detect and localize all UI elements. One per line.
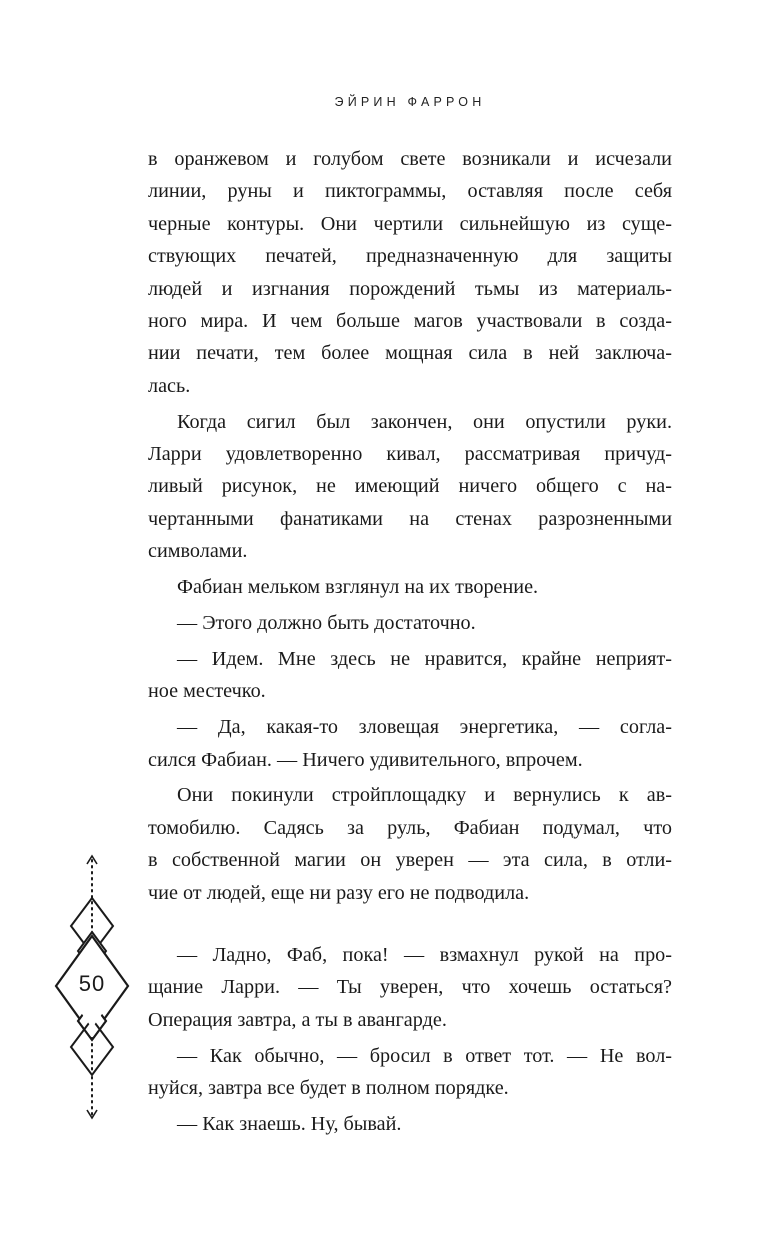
paragraph bbox=[148, 643, 672, 708]
text-line: — Как обычно, — бросил в ответ тот. — Не вол- bbox=[177, 1044, 672, 1067]
paragraph bbox=[148, 1108, 672, 1140]
paragraph bbox=[148, 779, 672, 909]
text-line: черные контуры. Они чертили сильнейшую из суще- bbox=[148, 212, 672, 235]
text-line: людей и изгнания порождений тьмы из материаль- bbox=[148, 277, 672, 300]
text-line: ливый рисунок, не имеющий ничего общего с на- bbox=[148, 475, 672, 498]
text-line: в собственной магии он уверен — эта сила, в отли- bbox=[148, 849, 672, 872]
text-line: символами. bbox=[148, 540, 248, 563]
section-break bbox=[148, 909, 672, 939]
paragraph bbox=[148, 571, 672, 603]
text-line: — Да, какая-то зловещая энергетика, — согла- bbox=[177, 716, 672, 739]
text-line: ствующих печатей, предназначенную для защиты bbox=[148, 245, 672, 268]
text-line: ное местечко. bbox=[148, 680, 266, 703]
text-line: томобилю. Садясь за руль, Фабиан подумал, что bbox=[148, 816, 672, 839]
text-line: Фабиан мельком взглянул на их творение. bbox=[177, 576, 539, 599]
text-line: Ларри удовлетворенно кивал, рассматривая причуд- bbox=[148, 443, 672, 466]
text-line: — Как знаешь. Ну, бывай. bbox=[177, 1112, 402, 1135]
text-line: Когда сигил был закончен, они опустили руки. bbox=[177, 410, 672, 433]
text-line: сился Фабиан. — Ничего удивительного, впрочем. bbox=[148, 748, 583, 771]
text-line: щание Ларри. — Ты уверен, что хочешь остаться? bbox=[148, 976, 672, 999]
page-number: 50 bbox=[78, 971, 106, 996]
text-line: чие от людей, еще ни разу его не подводила. bbox=[148, 881, 530, 904]
text-line: лась. bbox=[148, 374, 191, 397]
text-line: нии печати, тем более мощная сила в ней заключа- bbox=[148, 342, 672, 365]
paragraph bbox=[148, 406, 672, 568]
body-text bbox=[148, 143, 672, 1140]
text-line: — Этого должно быть достаточно. bbox=[177, 611, 476, 634]
text-line: в оранжевом и голубом свете возникали и исчезали bbox=[148, 148, 672, 170]
running-head: ЭЙРИН ФАРРОН bbox=[334, 95, 486, 109]
text-line: чертанными фанатиками на стенах разрозненными bbox=[148, 507, 672, 530]
text-line: линии, руны и пиктограммы, оставляя после себя bbox=[148, 180, 672, 203]
text-line: Они покинули стройплощадку и вернулись к ав- bbox=[177, 784, 672, 807]
paragraph bbox=[148, 143, 672, 402]
text-line: ного мира. И чем больше магов участвовали в созда- bbox=[148, 309, 672, 332]
text-line: — Ладно, Фаб, пока! — взмахнул рукой на про- bbox=[177, 943, 672, 966]
paragraph bbox=[148, 1040, 672, 1105]
paragraph bbox=[148, 711, 672, 776]
text-line: нуйся, завтра все будет в полном порядке. bbox=[148, 1077, 509, 1100]
text-line: Операция завтра, а ты в авангарде. bbox=[148, 1008, 447, 1031]
paragraph bbox=[148, 607, 672, 639]
paragraph bbox=[148, 939, 672, 1036]
text-line: — Идем. Мне здесь не нравится, крайне неприят- bbox=[177, 647, 672, 670]
